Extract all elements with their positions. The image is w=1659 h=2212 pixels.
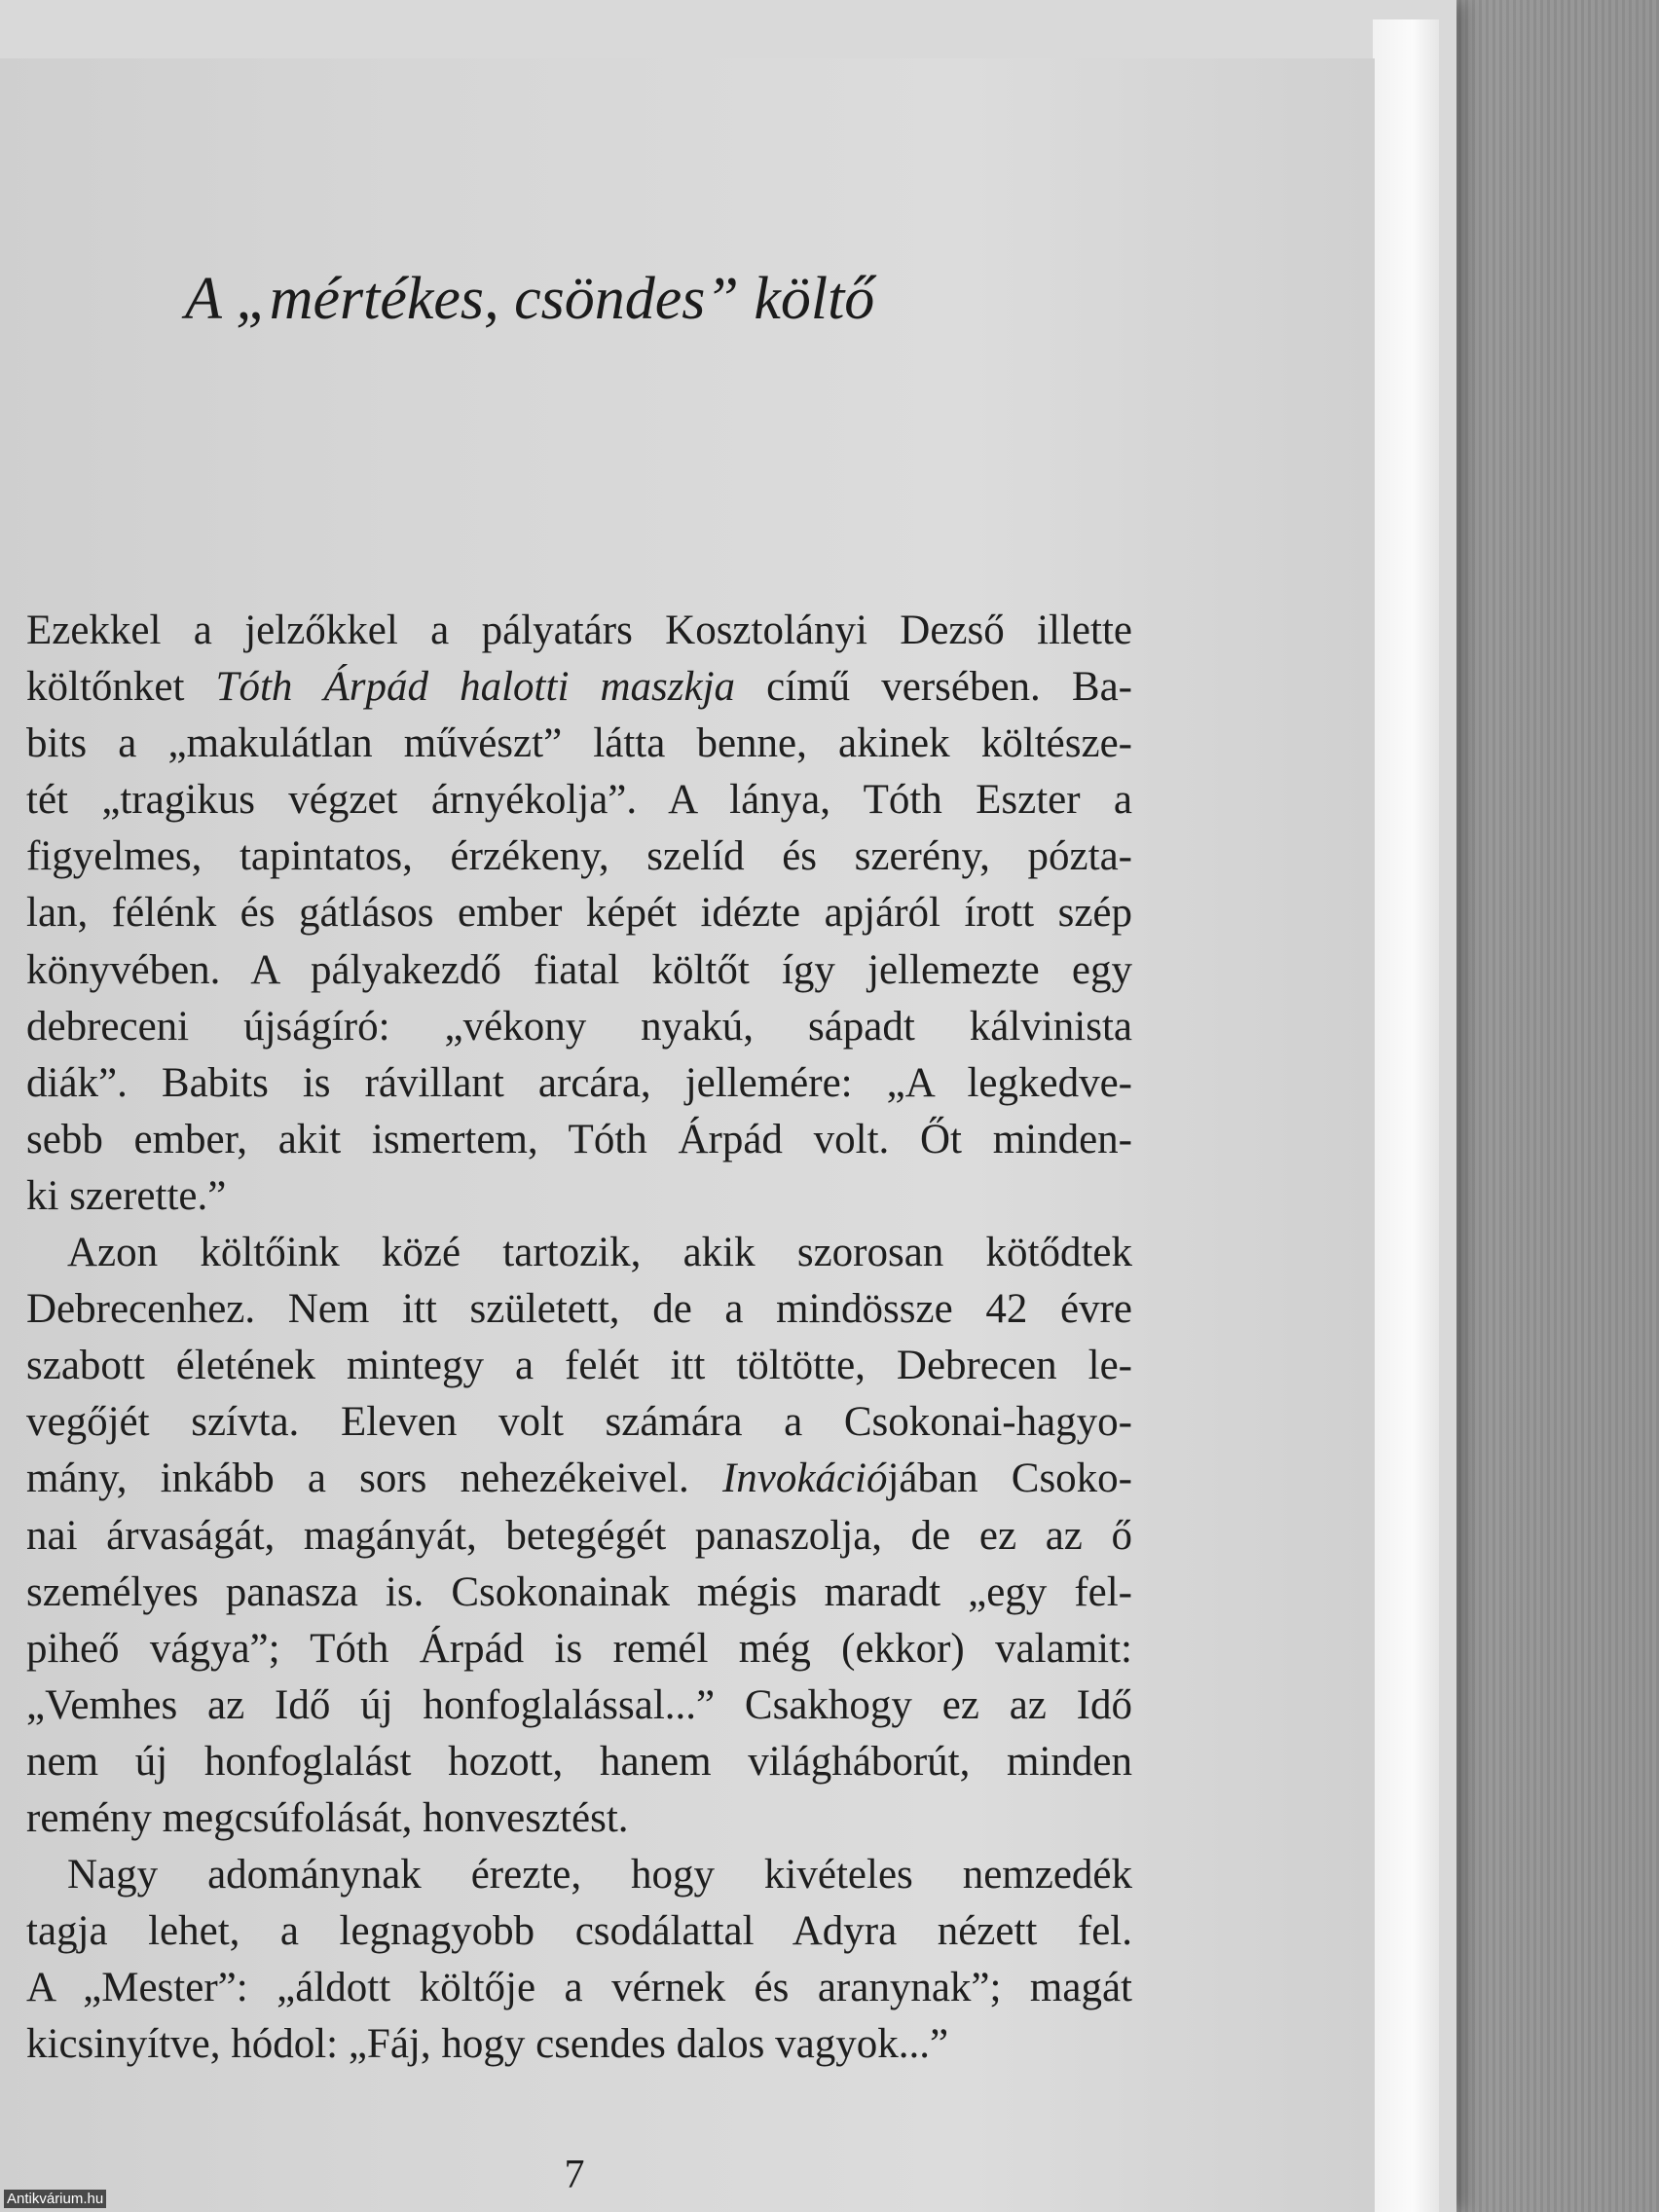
text-line: diák”. Babits is rávillant arcára, jellemére: „A legkedve- (26, 1059, 1132, 1106)
text-line: Ezekkel a jelzőkkel a pályatárs Kosztolányi Dezső illette (26, 608, 1132, 653)
text-line: vegőjét szívta. Eleven volt számára a Csokonai-hagyo- (26, 1399, 1132, 1446)
page-number: 7 (564, 2153, 585, 2197)
text-line: „Vemhes az Idő új honfoglalással...” Csakhogy ez az Idő (26, 1681, 1132, 1728)
text-line: Debrecenhez. Nem itt született, de a mindössze 42 évre (26, 1286, 1132, 1333)
text-line (26, 1451, 1132, 1507)
text-line: bits a „makulátlan művészt” látta benne, akinek költésze- (26, 720, 1132, 767)
text-line: Azon költőink közé tartozik, akik szorosan kötődtek (67, 1230, 1132, 1276)
italic-title: Tóth Árpád halotti maszkja (215, 664, 736, 711)
text-line: figyelmes, tapintatos, érzékeny, szelíd és szerény, pózta- (26, 833, 1132, 880)
chapter-title: A „mértékes, csöndes” költő (185, 266, 875, 332)
text-line: tét „tragikus végzet árnyékolja”. A lánya, Tóth Eszter a (26, 777, 1132, 824)
text-line: könyvében. A pályakezdő fiatal költőt így jellemezte egy (26, 946, 1132, 993)
text-line: piheő vágya”; Tóth Árpád is remél még (ekkor) valamit: (26, 1625, 1132, 1672)
text-segment: jában Csoko- (887, 1456, 1132, 1502)
text-line: ki szerette.” (26, 1172, 227, 1219)
text-line: szabott életének mintegy a felét itt töltötte, Debrecen le- (26, 1343, 1132, 1389)
text-line: lan, félénk és gátlásos ember képét idézte apjáról írott szép (26, 890, 1132, 937)
text-line: Nagy adománynak érezte, hogy kivételes nemzedék (67, 1852, 1132, 1899)
body-text (26, 603, 1132, 2073)
watermark: Antikvárium.hu (4, 2190, 106, 2208)
text-line: remény megcsúfolását, honvesztést. (26, 1794, 629, 1841)
text-line: debreceni újságíró: „vékony nyakú, sápadt kálvinista (26, 1003, 1132, 1050)
text-line: sebb ember, akit ismertem, Tóth Árpád volt. Őt minden- (26, 1116, 1132, 1162)
text-line: tagja lehet, a legnagyobb csodálattal Adyra nézett fel. (26, 1908, 1132, 1955)
page-fore-edge (1373, 19, 1439, 2212)
text-segment: mány, inkább a sors nehezékeivel. (26, 1456, 722, 1502)
text-line: A „Mester”: „áldott költője a vérnek és aranynak”; magát (26, 1965, 1132, 2011)
text-line (26, 659, 1132, 716)
book-page (0, 58, 1375, 2212)
text-segment: című versében. Ba- (735, 664, 1133, 711)
italic-title: Invokáció (721, 1456, 888, 1502)
text-line: nai árvaságát, magányát, betegégét panaszolja, de ez az ő (26, 1512, 1132, 1559)
text-segment: költőnket (26, 664, 216, 711)
text-line: személyes panasza is. Csokonainak mégis maradt „egy fel- (26, 1568, 1132, 1615)
text-line: kicsinyítve, hódol: „Fáj, hogy csendes dalos vagyok...” (26, 2021, 949, 2068)
text-line: nem új honfoglalást hozott, hanem világháborút, minden (26, 1738, 1132, 1785)
